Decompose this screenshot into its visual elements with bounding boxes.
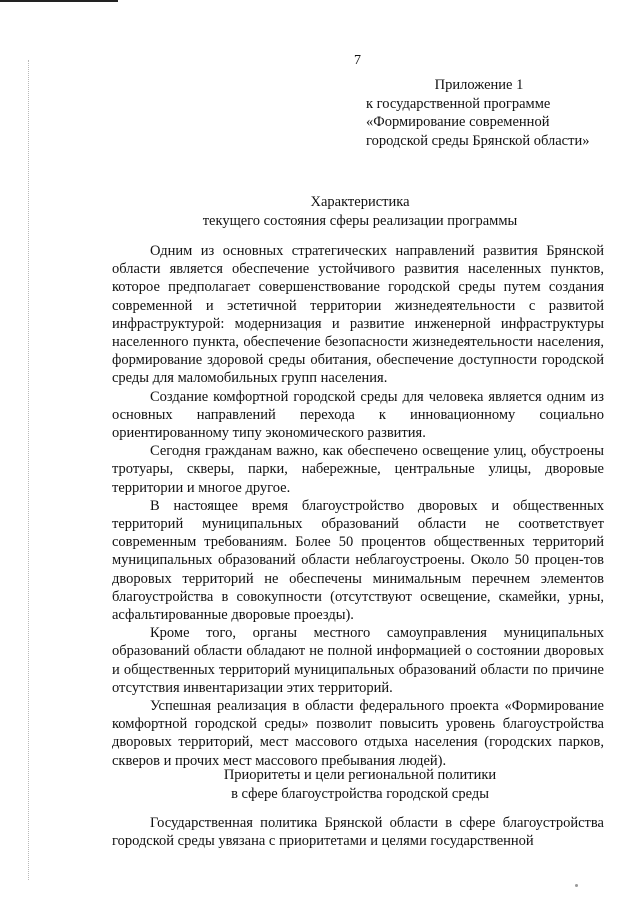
scan-dot [575,884,578,887]
paragraph: Создание комфортной городской среды для человека является одним из основных направлений перехода к инновационному социально ориентированному типу экономического развития. [112,388,604,442]
top-rule [0,0,118,2]
paragraph: Кроме того, органы местного самоуправления муниципальных образований области обладают не полной информацией о состоянии дворовых и общественных территорий муниципальных образований области по причине отсутствия инвентаризации этих территорий. [112,625,604,696]
margin-scan-marks [28,60,33,880]
paragraph: Одним из основных стратегических направлений развития Брянской области является обеспечение устойчивого развития населенных пунктов, которое предполагает совершенствование городской среды путем создания современной и эстетичной территории жизнедеятельности с развитой инфраструктурой: модернизация и развитие инженерной инфраструктуры населенного пункта, обеспечение безопасности жизнедеятельности населения, формирование здоровой среды обитания, обеспечение доступности городской среды для маломобильных групп населения. [112,243,604,387]
heading-line: текущего состояния сферы реализации программы [202,212,518,229]
appendix-block [366,76,616,150]
appendix-line: Приложение 1 [434,77,524,93]
paragraph: Государственная политика Брянской области в сфере благоустройства городской среды увязана с приоритетами и целями государственной [112,815,604,850]
appendix-line: городской среды Брянской области» [366,132,590,149]
heading-line: Приоритеты и цели региональной политики [223,767,497,783]
section-body-characteristics [112,242,604,770]
section-body-priorities [112,814,604,850]
heading-line: Характеристика [310,194,410,210]
page-number: 7 [354,53,361,68]
section-heading-priorities [110,766,610,803]
heading-line: в сфере благоустройства городской среды [231,785,489,802]
appendix-line: к государственной программе [366,95,551,112]
appendix-line: «Формирование современной [366,114,550,130]
section-heading-characteristics [110,193,610,230]
paragraph: Сегодня гражданам важно, как обеспечено освещение улиц, обустроены тротуары, скверы, парки, набережные, центральные улицы, дворовые территории и многое другое. [112,443,604,496]
paragraph: Успешная реализация в области федерального проекта «Формирование комфортной городской среды» позволит повысить уровень благоустройства дворовых территорий, мест массового отдыха населения (городских парков, скверов и прочих мест массового пребывания людей). [112,698,604,769]
paragraph: В настоящее время благоустройство дворовых и общественных территорий муниципальных образований области не соответствует современным требованиям. Более 50 процентов общественных территорий муниципальных образований области неблагоустроены. Около 50 процен-тов дворовых территорий не обеспечены минимальным перечнем элементов благоустройства в совокупности (отсутствуют освещение, скамейки, урны, асфальтированные дворовые проезды). [112,497,604,624]
